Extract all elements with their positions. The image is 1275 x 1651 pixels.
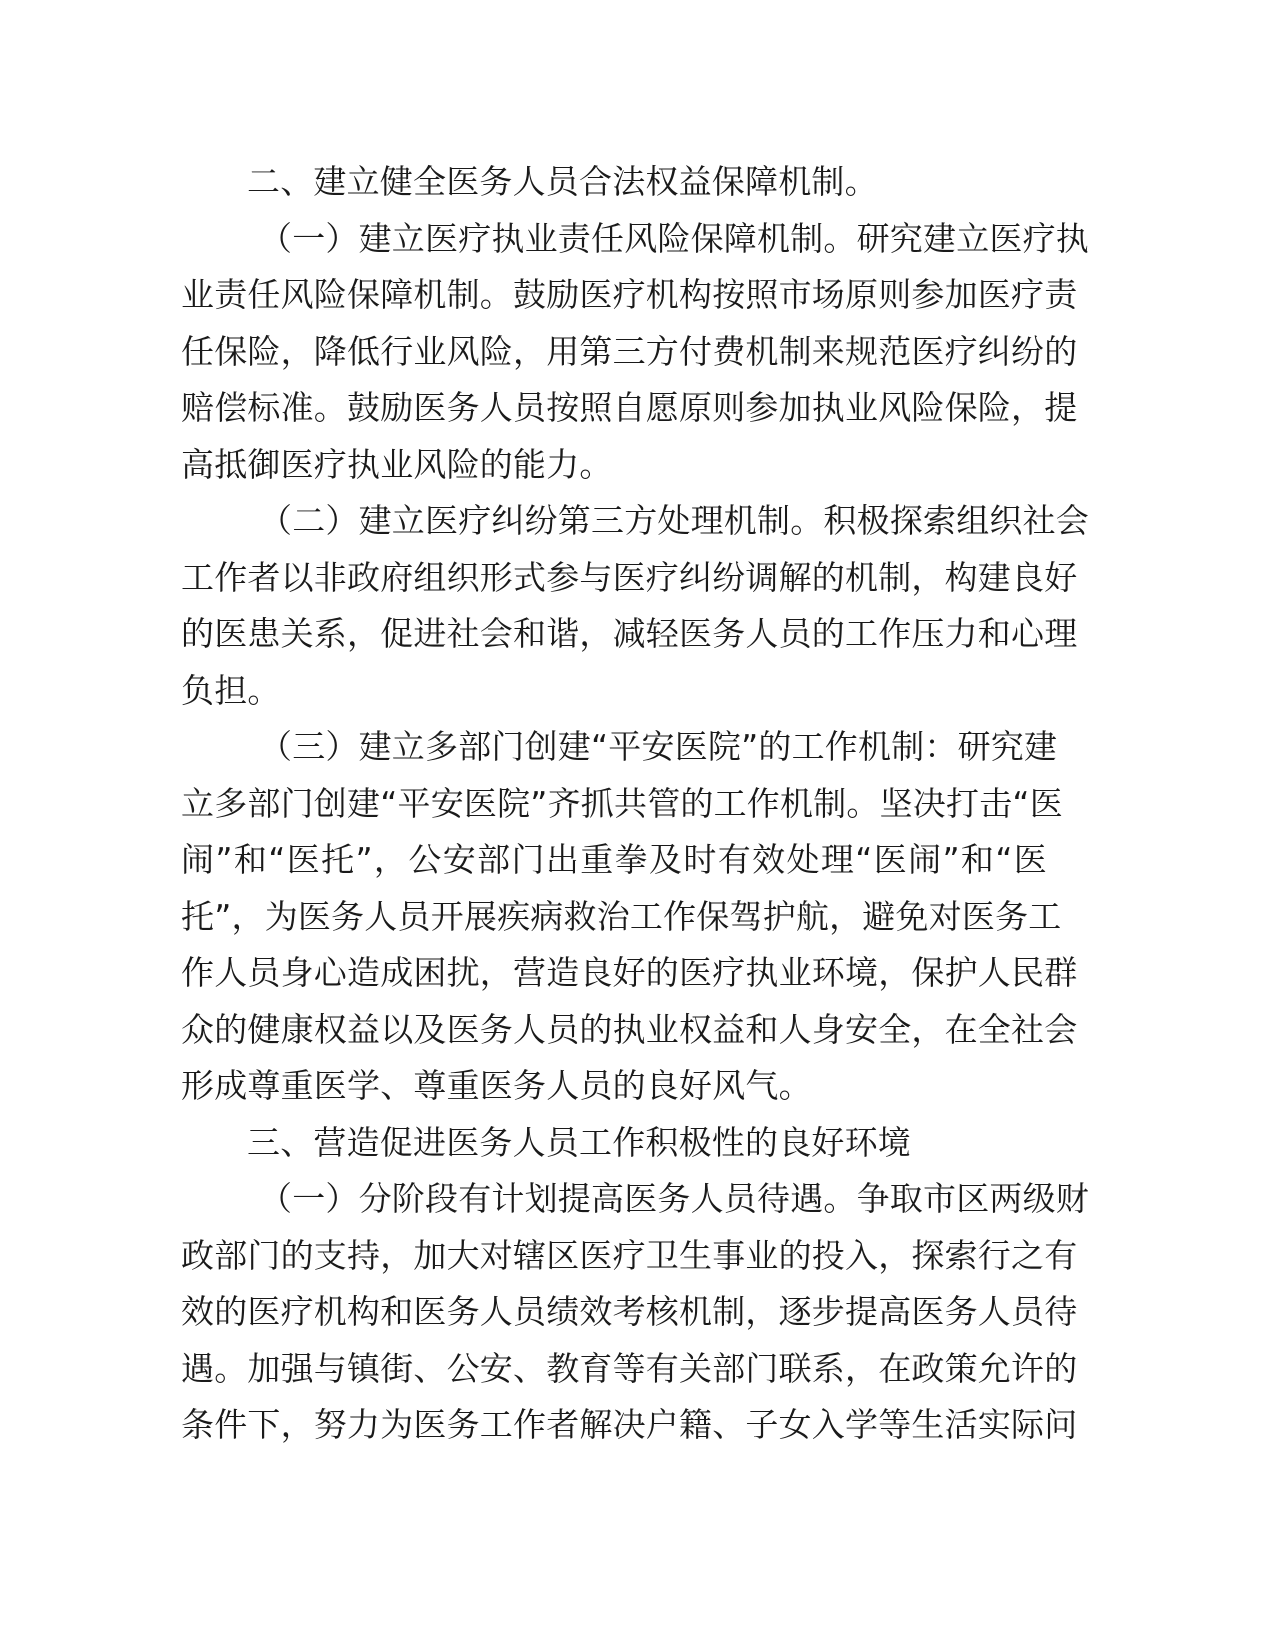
paragraph-line: 条件下，努力为医务工作者解决户籍、子女入学等生活实际问 bbox=[181, 1405, 1078, 1444]
heading-line: 三、营造促进医务人员工作积极性的良好环境 bbox=[247, 1122, 911, 1162]
paragraph-line: 形成尊重医学、尊重医务人员的良好风气。 bbox=[181, 1066, 812, 1105]
section-heading-3 bbox=[181, 1115, 1047, 1172]
paragraph-line: （一）建立医疗执业责任风险保障机制。研究建立医疗执 bbox=[259, 218, 1089, 258]
paragraph-line: 众的健康权益以及医务人员的执业权益和人身安全，在全社会 bbox=[181, 1009, 1078, 1049]
paragraph-line: 高抵御医疗执业风险的能力。 bbox=[181, 444, 613, 484]
paragraph-2-3 bbox=[181, 719, 1078, 1115]
paragraph-line: 遇。加强与镇街、公安、教育等有关部门联系，在政策允许的 bbox=[181, 1348, 1078, 1388]
paragraph-line: 作人员身心造成困扰，营造良好的医疗执业环境，保护人民群 bbox=[181, 953, 1078, 992]
document-body bbox=[181, 154, 1089, 1454]
paragraph-line: 业责任风险保障机制。鼓励医疗机构按照市场原则参加医疗责 bbox=[181, 275, 1078, 314]
paragraph-line: 赔偿标准。鼓励医务人员按照自愿原则参加执业风险保险，提 bbox=[181, 388, 1078, 427]
paragraph-line: 任保险，降低行业风险，用第三方付费机制来规范医疗纠纷的 bbox=[181, 331, 1078, 371]
heading-line: 二、建立健全医务人员合法权益保障机制。 bbox=[247, 162, 878, 201]
paragraph-line: （一）分阶段有计划提高医务人员待遇。争取市区两级财 bbox=[259, 1179, 1089, 1218]
paragraph-line: 政部门的支持，加大对辖区医疗卫生事业的投入，探索行之有 bbox=[181, 1235, 1078, 1275]
paragraph-line: 托”，为医务人员开展疾病救治工作保驾护航，避免对医务工 bbox=[181, 896, 1062, 936]
paragraph-2-1 bbox=[181, 211, 1089, 494]
paragraph-line: 工作者以非政府组织形式参与医疗纠纷调解的机制，构建良好 bbox=[181, 557, 1078, 597]
paragraph-line: （三）建立多部门创建“平安医院”的工作机制：研究建 bbox=[259, 727, 1058, 766]
paragraph-line: 效的医疗机构和医务人员绩效考核机制，逐步提高医务人员待 bbox=[181, 1292, 1078, 1331]
paragraph-line: 闹”和“医托”，公安部门出重拳及时有效处理“医闹”和“医 bbox=[181, 840, 1047, 879]
paragraph-line: （二）建立医疗纠纷第三方处理机制。积极探索组织社会 bbox=[259, 501, 1089, 540]
paragraph-3-1 bbox=[181, 1171, 1089, 1454]
paragraph-2-2 bbox=[181, 493, 1089, 719]
paragraph-line: 立多部门创建“平安医院”齐抓共管的工作机制。坚决打击“医 bbox=[181, 783, 1063, 823]
paragraph-line: 负担。 bbox=[181, 670, 281, 710]
section-heading-2 bbox=[181, 154, 1047, 211]
paragraph-line: 的医患关系，促进社会和谐，减轻医务人员的工作压力和心理 bbox=[181, 614, 1078, 653]
